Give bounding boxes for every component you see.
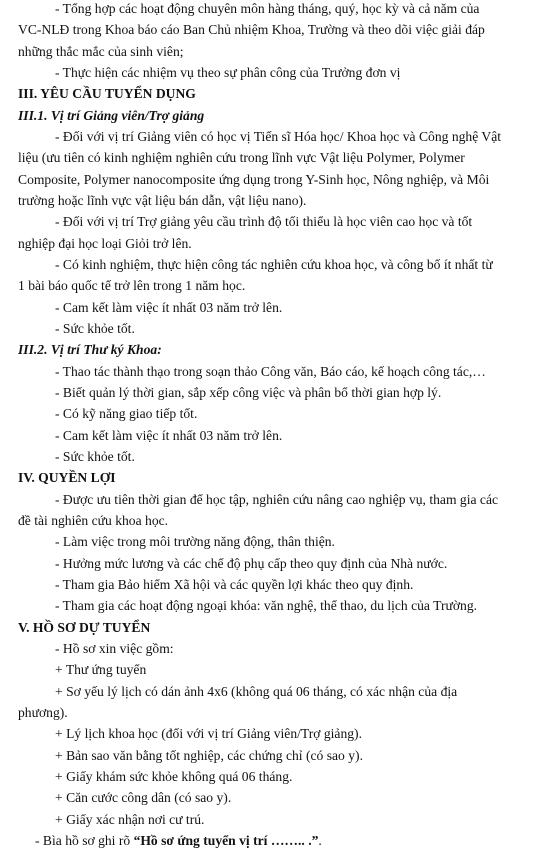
final-note-suffix: . bbox=[318, 833, 322, 848]
body-line: nghiệp đại học loại Giỏi trở lên. bbox=[18, 236, 192, 251]
body-line: - Tham gia Bảo hiểm Xã hội và các quyền lợi khác theo quy định. bbox=[55, 577, 414, 592]
final-note-line bbox=[35, 832, 322, 850]
body-line: trường hoặc lĩnh vực vật liệu bán dẫn, vật liệu nano). bbox=[18, 193, 307, 208]
body-line: - Hồ sơ xin việc gồm: bbox=[55, 641, 174, 656]
subsection-heading: III.2. Vị trí Thư ký Khoa: bbox=[18, 342, 162, 357]
final-note-prefix: - Bìa hồ sơ ghi rõ bbox=[35, 833, 134, 848]
body-line: - Thao tác thành thạo trong soạn thảo Công văn, Báo cáo, kế hoạch công tác,… bbox=[55, 364, 486, 379]
body-line: - Biết quản lý thời gian, sắp xếp công việc và phân bổ thời gian hợp lý. bbox=[55, 385, 442, 400]
body-line: - Sức khỏe tốt. bbox=[55, 321, 135, 336]
body-line: - Cam kết làm việc ít nhất 03 năm trở lên. bbox=[55, 300, 283, 315]
section-heading: III. YÊU CẦU TUYỂN DỤNG bbox=[18, 86, 196, 101]
list-item: + Giấy khám sức khỏe không quá 06 tháng. bbox=[55, 769, 293, 784]
body-line: - Tham gia các hoạt động ngoại khóa: văn nghệ, thể thao, du lịch của Trường. bbox=[55, 598, 478, 613]
body-line: - Được ưu tiên thời gian để học tập, nghiên cứu nâng cao nghiệp vụ, tham gia các bbox=[55, 492, 499, 507]
body-line: - Cam kết làm việc ít nhất 03 năm trở lên. bbox=[55, 428, 283, 443]
body-line: VC-NLĐ trong Khoa báo cáo Ban Chủ nhiệm Khoa, Trường và theo dõi việc giải đáp bbox=[18, 22, 485, 37]
list-item: + Giấy xác nhận nơi cư trú. bbox=[55, 812, 205, 827]
list-item: + Sơ yếu lý lịch có dán ảnh 4x6 (không quá 06 tháng, có xác nhận của địa bbox=[55, 684, 458, 699]
body-line: phương). bbox=[18, 705, 68, 720]
body-line: 1 bài báo quốc tế trở lên trong 1 năm học. bbox=[18, 278, 246, 293]
body-line: liệu (ưu tiên có kinh nghiệm nghiên cứu trong lĩnh vực Vật liệu Polymer, Polymer bbox=[18, 150, 465, 165]
body-line: - Đối với vị trí Giảng viên có học vị Tiến sĩ Hóa học/ Khoa học và Công nghệ Vật bbox=[55, 129, 502, 144]
body-line: đề tài nghiên cứu khoa học. bbox=[18, 513, 169, 528]
body-line: - Hưởng mức lương và các chế độ phụ cấp theo quy định của Nhà nước. bbox=[55, 556, 448, 571]
list-item: + Căn cước công dân (có sao y). bbox=[55, 790, 232, 805]
body-line: - Thực hiện các nhiệm vụ theo sự phân công của Trưởng đơn vị bbox=[55, 65, 401, 80]
body-line: - Tổng hợp các hoạt động chuyên môn hàng tháng, quý, học kỳ và cả năm của bbox=[55, 1, 480, 16]
list-item: + Thư ứng tuyển bbox=[55, 662, 147, 677]
body-line: những thắc mắc của sinh viên; bbox=[18, 44, 184, 59]
list-item: + Bản sao văn bằng tốt nghiệp, các chứng chỉ (có sao y). bbox=[55, 748, 363, 763]
section-heading: V. HỒ SƠ DỰ TUYỂN bbox=[18, 620, 151, 635]
body-line: - Có kỹ năng giao tiếp tốt. bbox=[55, 406, 198, 421]
subsection-heading: III.1. Vị trí Giảng viên/Trợ giảng bbox=[18, 108, 205, 123]
list-item: + Lý lịch khoa học (đối với vị trí Giảng viên/Trợ giảng). bbox=[55, 726, 362, 741]
body-line: - Đối với vị trí Trợ giảng yêu cầu trình độ tối thiểu là học viên cao học và tốt bbox=[55, 214, 473, 229]
final-note-emphasis: “Hồ sơ ứng tuyển vị trí …….. .” bbox=[133, 833, 319, 848]
section-heading: IV. QUYỀN LỢI bbox=[18, 470, 116, 485]
body-line: - Có kinh nghiệm, thực hiện công tác nghiên cứu khoa học, và công bố ít nhất từ bbox=[55, 257, 493, 272]
body-line: - Làm việc trong môi trường năng động, thân thiện. bbox=[55, 534, 335, 549]
body-line: - Sức khỏe tốt. bbox=[55, 449, 135, 464]
body-line: Composite, Polymer nanocomposite ứng dụng trong Y-Sinh học, Nông nghiệp, và Môi bbox=[18, 172, 490, 187]
